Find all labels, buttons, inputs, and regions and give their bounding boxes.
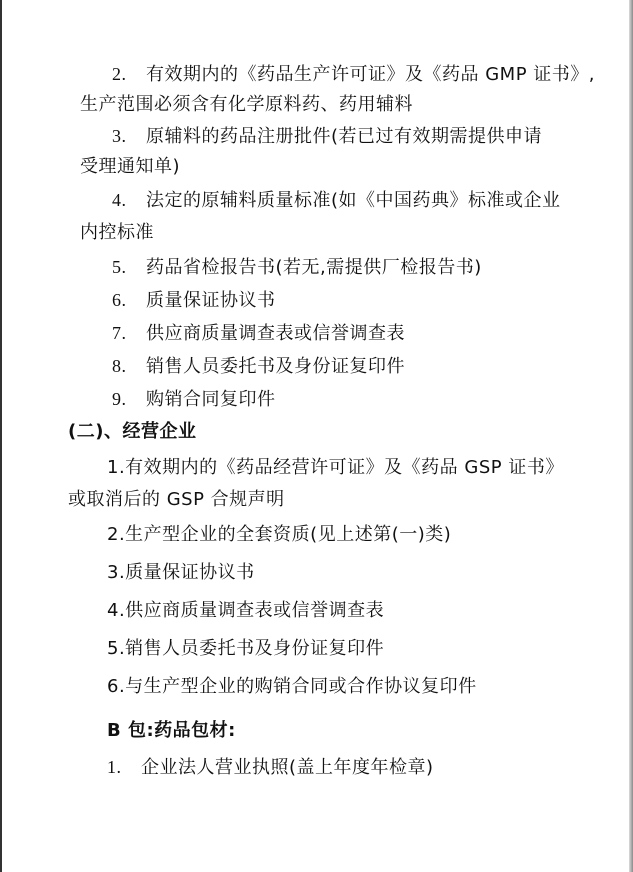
item-3-line-1	[112, 124, 542, 149]
item-number: 9.	[112, 389, 127, 409]
dist-item-1-line-2	[68, 488, 285, 512]
item-text: 供应商质量调查表或信誉调查表	[146, 323, 405, 344]
item-number: 1.	[107, 757, 122, 777]
dist-item-1-line-1	[107, 456, 564, 480]
item-number: 8.	[112, 356, 127, 376]
dist-item-3: 3.质量保证协议书	[107, 562, 255, 583]
item-text: 药品省检报告书(若无,需提供厂检报告书)	[146, 257, 482, 278]
dist-item-2: 2.生产型企业的全套资质(见上述第(一)类)	[107, 524, 452, 545]
item-7	[112, 321, 405, 346]
item-text-continuation: 内控标准	[80, 222, 154, 243]
dist-item-6: 6.与生产型企业的购销合同或合作协议复印件	[107, 676, 477, 697]
section-heading-distribution: (二)、经营企业	[68, 421, 197, 442]
item-number: 5.	[112, 257, 127, 277]
item-6	[112, 288, 276, 313]
item-text: 法定的原辅料质量标准(如《中国药典》标准或企业	[146, 190, 561, 211]
package-item-1	[107, 755, 434, 780]
item-text-continuation: 生产范围必须含有化学原料药、药用辅料	[80, 94, 413, 115]
item-text: 购销合同复印件	[146, 389, 276, 410]
item-2-line-2	[80, 93, 413, 117]
item-number: 6.	[112, 290, 127, 310]
page-right-edge	[629, 0, 633, 872]
page-left-edge	[0, 0, 2, 872]
package-b-heading: B 包:药品包材:	[107, 720, 236, 741]
item-text: 企业法人营业执照(盖上年度年检章)	[141, 757, 434, 778]
item-text: 1.有效期内的《药品经营许可证》及《药品 GSP 证书》	[107, 457, 564, 478]
item-number: 4.	[112, 190, 127, 210]
item-text-continuation: 或取消后的 GSP 合规声明	[68, 489, 285, 510]
item-number: 2.	[112, 64, 127, 84]
item-number: 3.	[112, 126, 127, 146]
item-5	[112, 255, 482, 280]
item-text: 原辅料的药品注册批件(若已过有效期需提供申请	[146, 126, 543, 147]
item-text: 销售人员委托书及身份证复印件	[146, 356, 405, 377]
item-9	[112, 387, 276, 412]
item-text: 有效期内的《药品生产许可证》及《药品 GMP 证书》,	[146, 64, 595, 85]
dist-item-4: 4.供应商质量调查表或信誉调查表	[107, 600, 385, 621]
item-4-line-1	[112, 188, 561, 213]
item-text-continuation: 受理通知单)	[80, 156, 181, 177]
dist-item-5: 5.销售人员委托书及身份证复印件	[107, 638, 385, 659]
item-4-line-2	[80, 221, 154, 245]
item-8	[112, 354, 405, 379]
item-number: 7.	[112, 323, 127, 343]
item-3-line-2	[80, 155, 180, 179]
item-text: 质量保证协议书	[146, 290, 276, 311]
item-2-line-1	[112, 62, 595, 87]
